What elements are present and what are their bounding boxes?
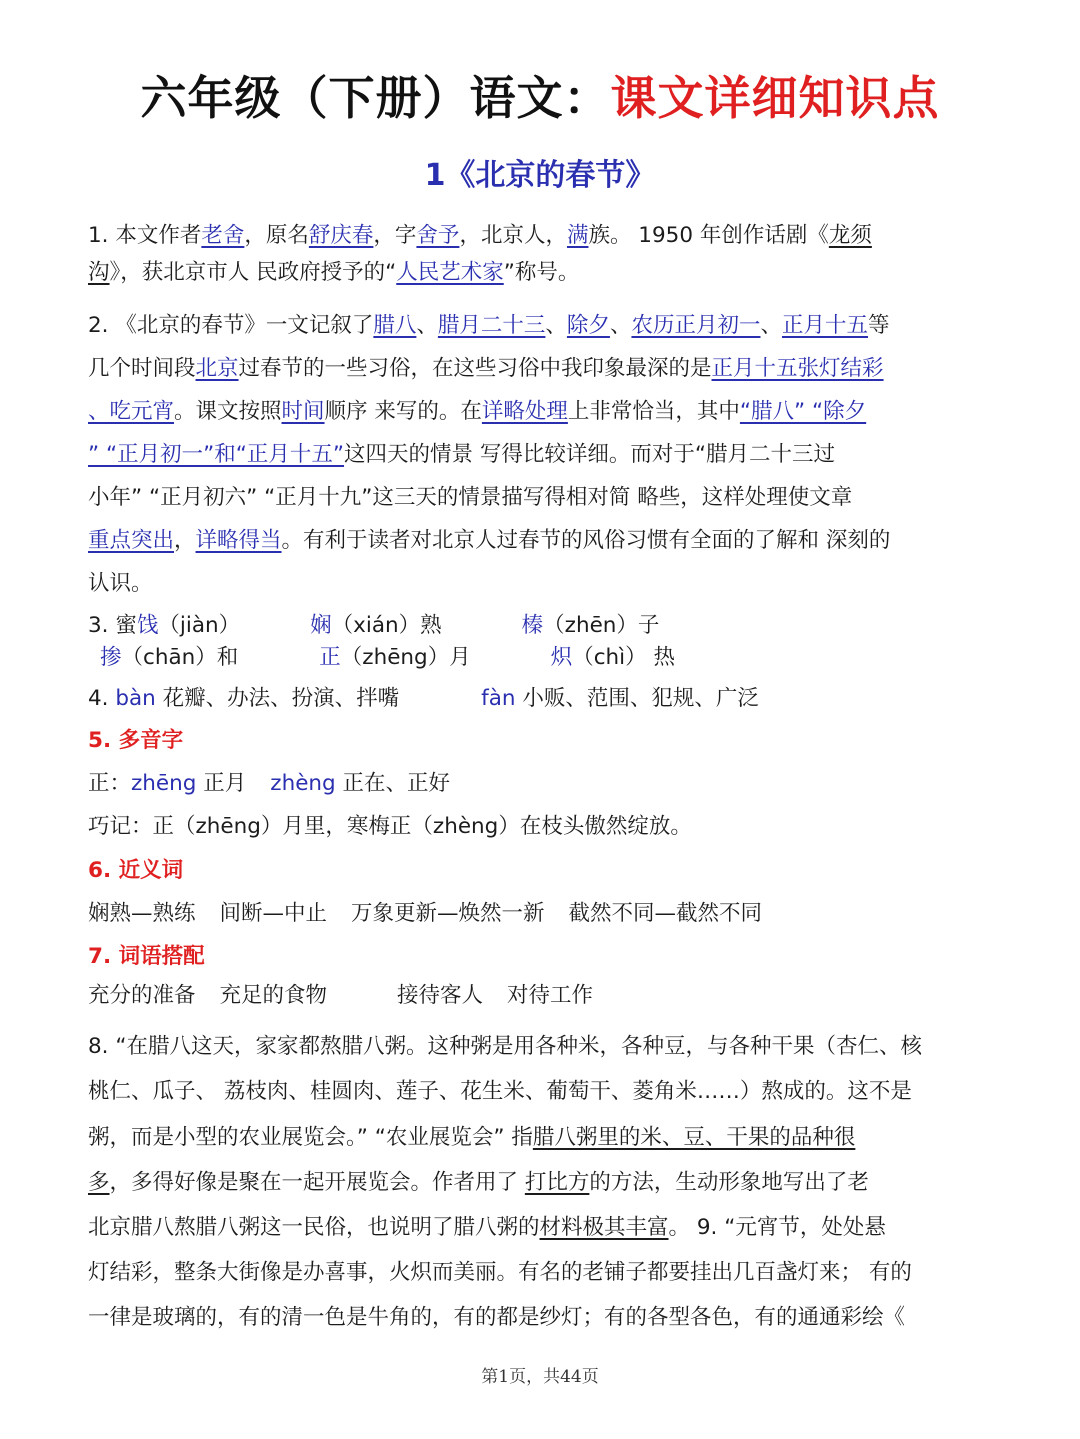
text-run: ，多得好像是聚在一起开展览会。作者用了 (109, 1170, 525, 1195)
text-run: （jiàn） (158, 613, 241, 638)
text-run: bàn (115, 686, 156, 711)
text-run: 打比方 (524, 1170, 590, 1195)
text-run: 截然不同—截然不同 (568, 901, 763, 926)
text-run: 榛 (521, 613, 544, 638)
text-run: 过春节的一些习俗，在这些习俗中我印象最深的是 (238, 356, 712, 381)
text-run: 掺 (100, 645, 122, 670)
text-run: （chì） 热 (572, 645, 675, 670)
text-run: 、 (760, 313, 782, 338)
text-run: 顺序 来写的。在 (324, 399, 482, 424)
text-run: 接待客人 (397, 983, 484, 1008)
p2-line-1 (88, 308, 890, 339)
text-run: 正月十五 (781, 313, 868, 338)
text-run: 。课文按照 (174, 399, 282, 424)
text-run: 龙须 (828, 223, 872, 248)
text-run: 2. 《北京的春节》一文记叙了 (88, 313, 374, 338)
text-run: 炽 (550, 645, 573, 670)
text-run: 老舍 (201, 223, 245, 248)
p8-line-1: 8. “在腊八这天，家家都熬腊八粥。这种粥是用各种米，各种豆，与各种干果（杏仁、核 (88, 1034, 922, 1059)
p8-line-5 (88, 1210, 886, 1241)
text-run: 正 (319, 645, 341, 670)
text-run: 农历正月初一 (631, 313, 761, 338)
text-run: 腊月二十三 (437, 313, 546, 338)
title-main: 六年级（下册）语文： (140, 71, 611, 125)
text-run: 人民艺术家 (396, 260, 504, 285)
text-run: 北京腊八熬腊八粥这一民俗，也说明了腊八粥的 (88, 1215, 540, 1240)
text-run: fàn (481, 686, 516, 711)
text-run: （xián）熟 (331, 613, 442, 638)
text-run: （zhēng）月 (340, 645, 471, 670)
text-run: 正月十五张灯结彩 (711, 356, 884, 381)
text-run: 等 (868, 313, 890, 338)
p1-line-2 (88, 255, 579, 286)
text-run: 满 (566, 223, 589, 248)
text-run: ，原名 (244, 223, 309, 248)
text-run: 正： (88, 771, 132, 796)
text-run: 。 9. “元宵节，处处悬 (668, 1215, 886, 1240)
p6-line (88, 896, 762, 927)
text-run: （chān）和 (121, 645, 239, 670)
p4-line (88, 681, 759, 712)
lesson-title: 1《北京的春节》 (424, 158, 656, 193)
text-run: 详略处理 (481, 399, 568, 424)
text-run: 北京 (195, 356, 239, 381)
text-run: 、 (545, 313, 567, 338)
text-run: zhèng (270, 771, 336, 796)
p2-line-2 (88, 351, 884, 382)
text-run: 腊八 (373, 313, 417, 338)
p5-line-1 (88, 766, 450, 797)
p2-line-6 (88, 523, 890, 554)
p5-line-2: 巧记：正（zhēng）月里，寒梅正（zhèng）在枝头傲然绽放。 (88, 814, 692, 839)
text-run: 材料极其丰富 (539, 1215, 669, 1240)
text-run: 小贩、范围、犯规、广泛 (515, 686, 759, 711)
text-run: 对待工作 (507, 983, 594, 1008)
text-run: 4. (88, 686, 116, 711)
text-run: 粥，而是小型的农业展览会。” “农业展览会” 指 (88, 1125, 533, 1150)
text-run: 1. 本文作者 (88, 223, 202, 248)
text-run: 多 (88, 1170, 110, 1195)
text-run: 小年” “正月初六” “正月十九”这三天的情景描写得相对简 略些，这样处理使文章 (88, 485, 853, 510)
text-run: 正在、正好 (335, 771, 451, 796)
text-run: ”称号。 (503, 260, 580, 285)
p8-line-4 (88, 1165, 869, 1196)
page-footer: 第1页，共44页 (481, 1367, 599, 1387)
text-run: 上非常恰当，其中 (567, 399, 740, 424)
p8-line-3 (88, 1120, 855, 1151)
text-run: 重点突出 (88, 528, 175, 553)
text-run: 饯 (136, 613, 159, 638)
page-title (0, 62, 1080, 128)
text-run: 时间 (281, 399, 325, 424)
p2-line-3 (88, 394, 866, 425)
p2-line-4 (88, 437, 835, 468)
p2-line-5 (88, 480, 852, 511)
section-heading-5: 5. 多音字 (88, 728, 184, 753)
text-run: 认识。 (88, 571, 153, 596)
text-run: ， (174, 528, 196, 553)
text-run: 、吃元宵 (88, 399, 175, 424)
text-run: 充足的食物 (219, 983, 328, 1008)
text-run: 腊八粥里的米、豆、干果的品种很 (532, 1125, 856, 1150)
text-run: 详略得当 (195, 528, 282, 553)
text-run: zhēng (131, 771, 197, 796)
text-run: 沟 (88, 260, 110, 285)
p8-line-6: 灯结彩，整条大街像是办喜事，火炽而美丽。有名的老铺子都要挂出几百盏灯来； 有的 (88, 1260, 912, 1285)
p3-line-1 (88, 608, 659, 639)
text-run: 万象更新—焕然一新 (351, 901, 545, 926)
text-run: 。有利于读者对北京人过春节的风俗习惯有全面的了解和 深刻的 (281, 528, 891, 553)
text-run: ，北京人， (459, 223, 567, 248)
text-run: ，字 (373, 223, 417, 248)
p3-line-2 (100, 640, 675, 671)
text-run: 、 (416, 313, 438, 338)
text-run: （zhēn）子 (543, 613, 660, 638)
text-run: ” “正月初一”和“正月十五” (88, 442, 345, 467)
text-run: 3. 蜜 (88, 613, 137, 638)
text-run: 正月 (196, 771, 247, 796)
text-run: 》，获北京市人 民政府授予的“ (109, 260, 397, 285)
text-run: “腊八” “除夕 (739, 399, 867, 424)
text-run: 充分的准备 (88, 983, 196, 1008)
text-run: 舒庆春 (308, 223, 374, 248)
p8-line-2: 桃仁、瓜子、 荔枝肉、桂圆肉、莲子、花生米、葡萄干、菱角米……）熬成的。这不是 (88, 1079, 912, 1104)
title-highlight: 课文详细知识点 (610, 71, 940, 125)
p8-line-7: 一律是玻璃的，有的清一色是牛角的，有的都是纱灯；有的各型各色，有的通通彩绘《 (88, 1305, 906, 1330)
text-run: 间断—中止 (219, 901, 328, 926)
p7-line (88, 978, 593, 1009)
p2-line-7 (88, 566, 153, 597)
section-heading-6: 6. 近义词 (88, 858, 184, 883)
text-run: 几个时间段 (88, 356, 196, 381)
p1-line-1 (88, 218, 872, 249)
text-run: 除夕 (566, 313, 610, 338)
text-run: 的方法，生动形象地写出了老 (589, 1170, 869, 1195)
text-run: 舍予 (416, 223, 460, 248)
text-run: 这四天的情景 写得比较详细。而对于“腊月二十三过 (344, 442, 836, 467)
text-run: 娴 (310, 613, 332, 638)
text-run: 娴熟—熟练 (88, 901, 196, 926)
text-run: 、 (609, 313, 632, 338)
text-run: 族。 1950 年创作话剧《 (588, 223, 829, 248)
text-run: 花瓣、办法、扮演、拌嘴 (155, 686, 400, 711)
section-heading-7: 7. 词语搭配 (88, 944, 205, 969)
